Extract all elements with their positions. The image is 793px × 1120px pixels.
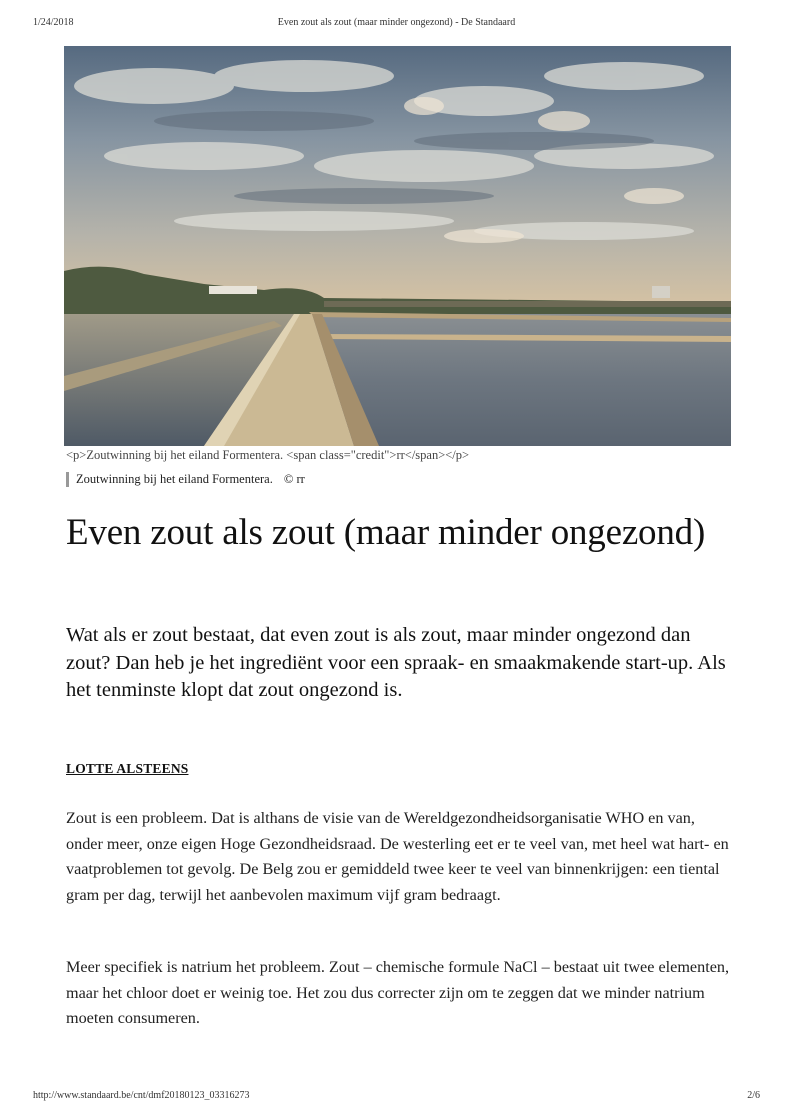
print-date: 1/24/2018 [33,17,74,28]
article-paragraph: Meer specifiek is natrium het probleem. Zout – chemische formule NaCl – bestaat uit twee elementen, maar het chloor doet er weinig toe. Het zou dus correcter zijn om te zeggen dat we minder natrium moeten consumeren. [66,958,730,1027]
article-lead: Wat als er zout bestaat, dat even zout is als zout, maar minder ongezond dan zout? Dan heb je het ingrediënt voor een spraak- en smaakmakende start-up. Als het tenminste klopt dat zout ongezond is. [66,624,726,701]
author-link[interactable]: LOTTE ALSTEENS [66,761,189,776]
raw-html-caption: <p>Zoutwinning bij het eiland Formentera. <span class="credit">rr</span></p> [66,448,470,462]
article-headline: Even zout als zout (maar minder ongezond) [66,512,706,553]
photo-credit: © rr [283,472,305,486]
print-page-title: Even zout als zout (maar minder ongezond) - De Standaard [277,17,516,28]
caption-text: Zoutwinning bij het eiland Formentera. [76,472,273,486]
article-paragraph: Zout is een probleem. Dat is althans de visie van de Wereldgezondheidsorganisatie WHO en van, onder meer, onze eigen Hoge Gezondheidsraad. De westerling eet er te veel van, met heel wat hart- en vaatproblemen tot gevolg. De Belg zou er gemiddeld twee keer te veel van binnenkrijgen: een tiental gram per dag, terwijl het aanbevolen maximum vijf gram bedraagt. [66,809,729,904]
caption-bar [66,472,69,487]
print-url: http://www.standaard.be/cnt/dmf20180123_03316273 [33,1090,250,1101]
photo-caption [66,472,305,487]
salt-flats-photo-icon [64,46,731,446]
hero-photo [64,46,731,446]
page-number: 2/6 [747,1090,760,1101]
